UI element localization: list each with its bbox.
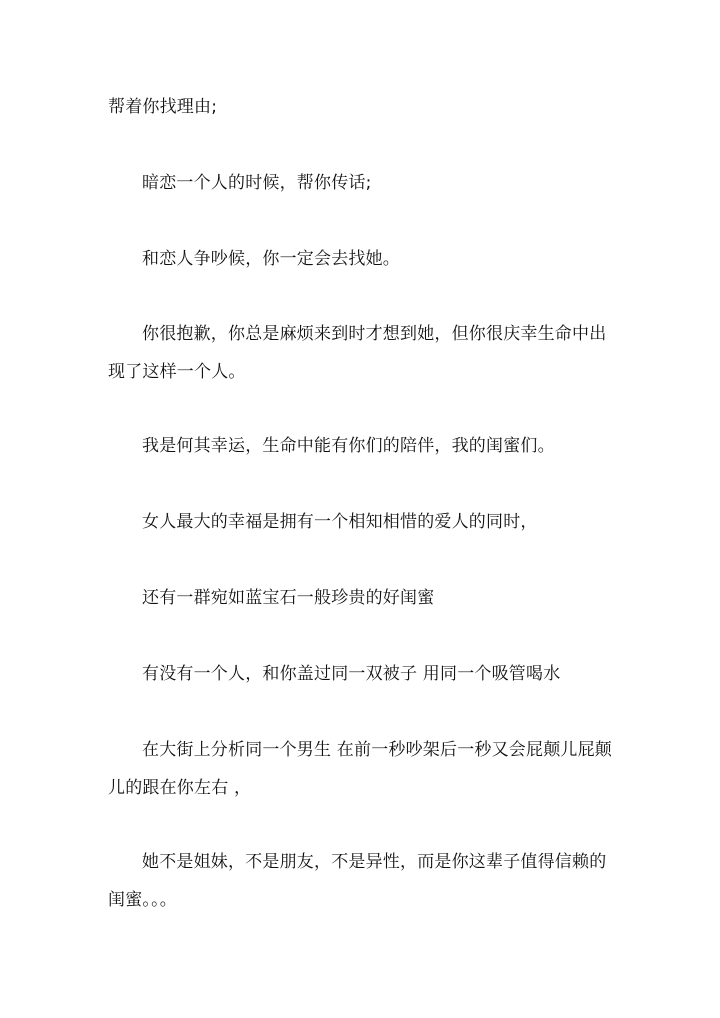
paragraph-3: 和恋人争吵候，你一定会去找她。: [142, 249, 400, 269]
paragraph-1: 帮着你找理由;: [108, 97, 218, 117]
paragraph-5: 我是何其幸运，生命中能有你们的陪伴，我的闺蜜们。: [142, 436, 555, 456]
paragraph-6: 女人最大的幸福是拥有一个相知相惜的爱人的同时，: [142, 512, 538, 532]
paragraph-2: 暗恋一个人的时候，帮你传话;: [142, 173, 372, 193]
paragraph-9: 在大街上分析同一个男生 在前一秒吵架后一秒又会屁颠儿屁颠儿的跟在你左右 ，: [108, 740, 613, 798]
paragraph-7: 还有一群宛如蓝宝石一般珍贵的好闺蜜: [142, 588, 435, 608]
paragraph-8: 有没有一个人，和你盖过同一双被子 用同一个吸管喝水: [142, 664, 561, 684]
paragraph-4: 你很抱歉，你总是麻烦来到时才想到她，但你很庆幸生命中出现了这样一个人。: [108, 324, 607, 382]
paragraph-10: 她不是姐妹，不是朋友，不是异性，而是你这辈子值得信赖的闺蜜。。。: [108, 852, 607, 910]
